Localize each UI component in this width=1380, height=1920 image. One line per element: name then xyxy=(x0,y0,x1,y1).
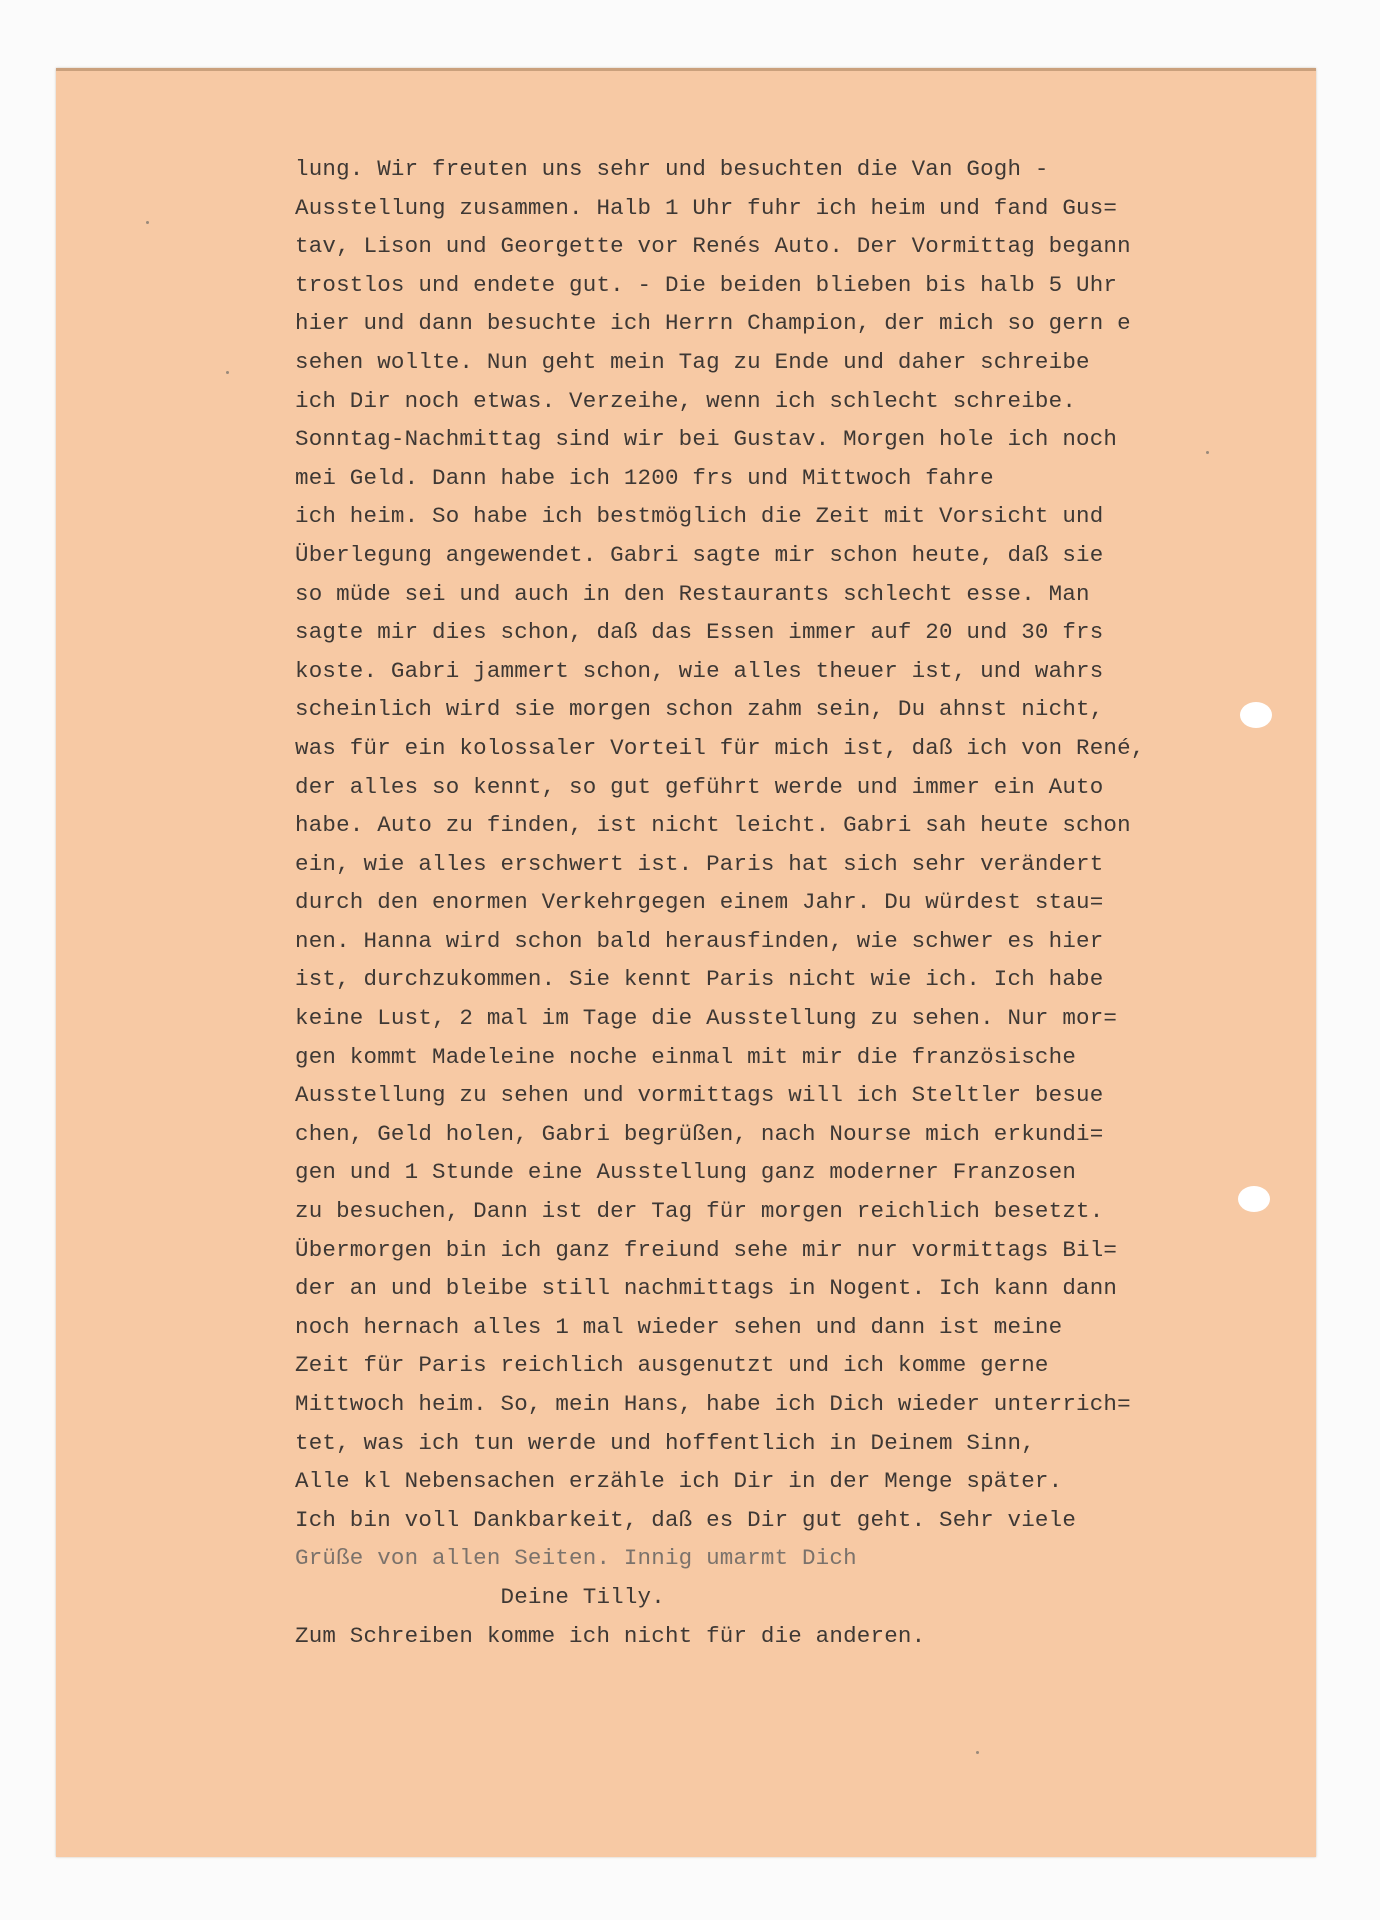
letter-line: koste. Gabri jammert schon, wie alles theuer ist, und wahrs xyxy=(295,657,1104,684)
paper-speck xyxy=(976,1751,979,1754)
letter-line: hier und dann besuchte ich Herrn Champion, der mich so gern e xyxy=(295,310,1131,337)
letter-line: habe. Auto zu finden, ist nicht leicht. Gabri sah heute schon xyxy=(295,812,1131,839)
letter-line: noch hernach alles 1 mal wieder sehen und dann ist meine xyxy=(295,1313,1063,1340)
letter-line: nen. Hanna wird schon bald herausfinden, wie schwer es hier xyxy=(295,927,1104,954)
letter-line: Zeit für Paris reichlich ausgenutzt und ich komme gerne xyxy=(295,1352,1049,1379)
letter-line: Überlegung angewendet. Gabri sagte mir schon heute, daß sie xyxy=(295,541,1104,568)
letter-line: ich heim. So habe ich bestmöglich die Zeit mit Vorsicht und xyxy=(295,503,1104,530)
letter-line: Alle kl Nebensachen erzähle ich Dir in der Menge später. xyxy=(295,1468,1063,1495)
letter-line: sehen wollte. Nun geht mein Tag zu Ende und daher schreibe xyxy=(295,348,1090,375)
letter-line: ein, wie alles erschwert ist. Paris hat sich sehr verändert xyxy=(295,850,1104,877)
letter-line: Sonntag-Nachmittag sind wir bei Gustav. Morgen hole ich noch xyxy=(295,426,1118,453)
letter-line: trostlos und endete gut. - Die beiden blieben bis halb 5 Uhr xyxy=(295,271,1118,298)
letter-line: lung. Wir freuten uns sehr und besuchten die Van Gogh - xyxy=(295,156,1049,182)
letter-line: Ich bin voll Dankbarkeit, daß es Dir gut geht. Sehr viele xyxy=(295,1506,1077,1533)
letter-line: tet, was ich tun werde und hoffentlich in Deinem Sinn, xyxy=(295,1429,1035,1456)
letter-line: Grüße von allen Seiten. Innig umarmt Dich xyxy=(295,1545,857,1572)
letter-line: keine Lust, 2 mal im Tage die Ausstellung zu sehen. Nur mor= xyxy=(295,1005,1118,1032)
letter-line: so müde sei und auch in den Restaurants schlecht esse. Man xyxy=(295,580,1090,607)
letter-line: Übermorgen bin ich ganz freiund sehe mir nur vormittags Bil= xyxy=(295,1236,1118,1263)
letter-line: der an und bleibe still nachmittags in Nogent. Ich kann dann xyxy=(295,1275,1118,1302)
letter-line: zu besuchen, Dann ist der Tag für morgen reichlich besetzt. xyxy=(295,1198,1104,1225)
letter-line: gen und 1 Stunde eine Ausstellung ganz moderner Franzosen xyxy=(295,1159,1077,1186)
letter-line: ich Dir noch etwas. Verzeihe, wenn ich schlecht schreibe. xyxy=(295,387,1077,414)
letter-line: der alles so kennt, so gut geführt werde und immer ein Auto xyxy=(295,773,1104,800)
letter-line: gen kommt Madeleine noche einmal mit mir die französische xyxy=(295,1043,1077,1070)
letter-line: ist, durchzukommen. Sie kennt Paris nicht wie ich. Ich habe xyxy=(295,966,1104,993)
paper-speck xyxy=(146,221,149,224)
letter-line: sagte mir dies schon, daß das Essen immer auf 20 und 30 frs xyxy=(295,619,1104,646)
letter-line: scheinlich wird sie morgen schon zahm sein, Du ahnst nicht, xyxy=(295,696,1104,723)
letter-line: tav, Lison und Georgette vor Renés Auto. Der Vormittag begann xyxy=(295,233,1131,260)
postscript-line: Zum Schreiben komme ich nicht für die anderen. xyxy=(295,1622,926,1649)
typed-letter-body xyxy=(295,150,1295,1655)
letter-line: mei Geld. Dann habe ich 1200 frs und Mittwoch fahre xyxy=(295,464,994,491)
letter-line: Ausstellung zu sehen und vormittags will ich Steltler besue xyxy=(295,1082,1104,1109)
paper-speck xyxy=(226,371,229,374)
letter-line: Mittwoch heim. So, mein Hans, habe ich Dich wieder unterrich= xyxy=(295,1391,1131,1417)
signature-line: Deine Tilly. xyxy=(295,1583,665,1610)
letter-line: was für ein kolossaler Vorteil für mich ist, daß ich von René, xyxy=(295,734,1145,761)
letter-line: durch den enormen Verkehrgegen einem Jahr. Du würdest stau= xyxy=(295,889,1104,916)
letter-line: chen, Geld holen, Gabri begrüßen, nach Nourse mich erkundi= xyxy=(295,1120,1104,1147)
letter-line: Ausstellung zusammen. Halb 1 Uhr fuhr ich heim und fand Gus= xyxy=(295,194,1118,221)
